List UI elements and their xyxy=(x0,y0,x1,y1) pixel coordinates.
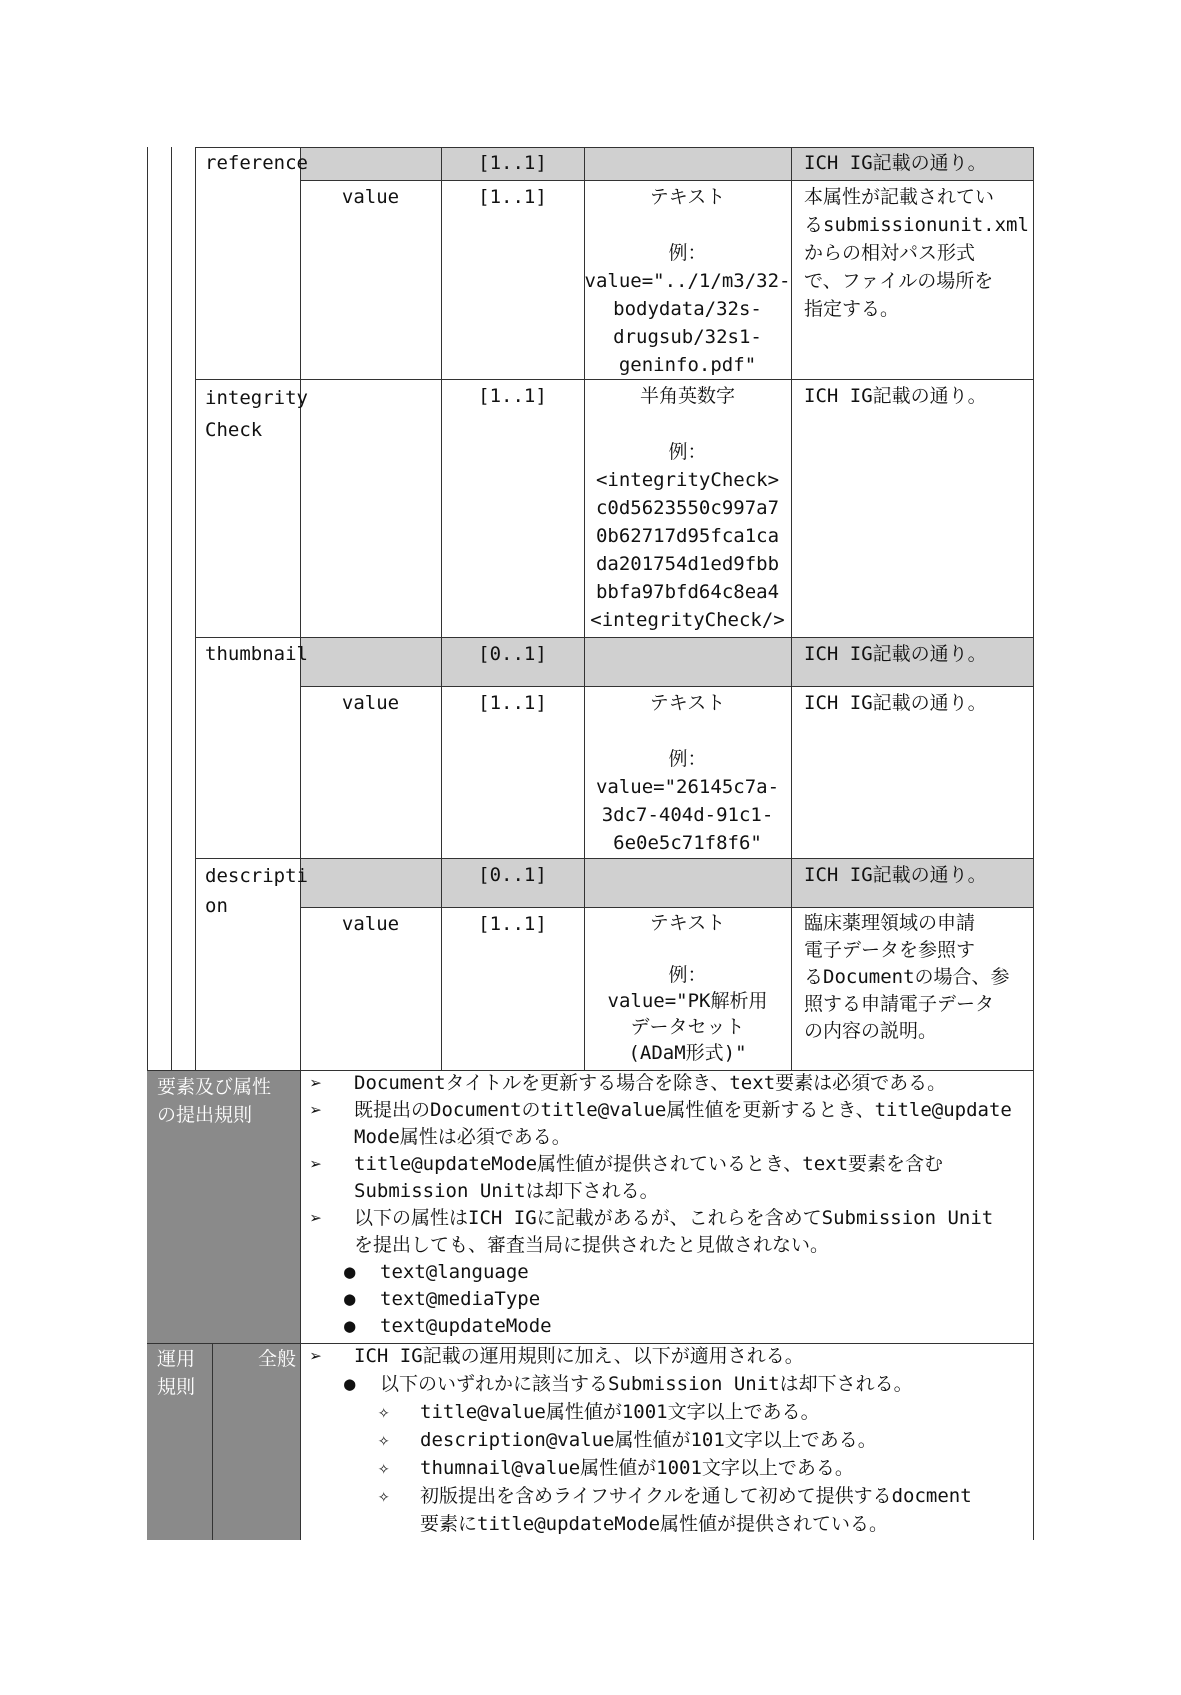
row-line-4 xyxy=(300,686,1033,687)
note-line: の内容の説明。 xyxy=(804,1020,938,1042)
arrow-icon: ➢ xyxy=(310,1071,323,1095)
type-line: 0b62717d95fca1ca xyxy=(595,525,780,547)
reference-value-type xyxy=(584,183,791,379)
left-nest-line-1 xyxy=(147,147,148,1070)
operation-rules-category: 全般 xyxy=(257,1348,296,1370)
op-subitem-line: 初版提出を含めライフサイクルを通して初めて提供するdocment xyxy=(420,1485,972,1507)
op-subitem xyxy=(308,1398,1028,1426)
note-line: からの相対パス形式 xyxy=(804,242,976,264)
op-subitem xyxy=(308,1426,1028,1454)
type-line: bodydata/32s- xyxy=(613,298,762,320)
element-line: integrity xyxy=(205,387,308,409)
rule-line: title@updateMode属性値が提供されているとき、text要素を含む xyxy=(354,1153,944,1175)
rule-line: Mode属性は必須である。 xyxy=(354,1126,571,1148)
type-line: <integrityCheck> xyxy=(595,469,780,491)
attr-bullet xyxy=(308,1313,1028,1340)
thumbnail-value-card: [1..1] xyxy=(478,692,547,714)
type-line: 例： xyxy=(668,964,707,986)
thumbnail-card: [0..1] xyxy=(478,643,547,665)
note-line: 照する申請電子データ xyxy=(804,993,995,1015)
description-card: [0..1] xyxy=(478,864,547,886)
element-line: on xyxy=(205,895,228,917)
diamond-icon: ✧ xyxy=(378,1485,390,1507)
type-line: 6e0e5c71f8f6" xyxy=(613,832,762,854)
note-line: 指定する。 xyxy=(804,298,900,320)
type-line: データセット xyxy=(630,1016,745,1038)
type-line: テキスト xyxy=(649,912,726,934)
thumbnail-value-note: ICH IG記載の通り。 xyxy=(804,692,987,714)
integrity-type xyxy=(584,382,791,634)
rule-line: を提出しても、審査当局に提供されたと見做されない。 xyxy=(354,1234,830,1256)
note-line: るsubmissionunit.xml xyxy=(804,214,1029,236)
type-line: 例： xyxy=(668,242,707,264)
diamond-icon: ✧ xyxy=(378,1457,390,1479)
type-line: テキスト xyxy=(649,692,726,714)
col-line-label xyxy=(300,147,301,1540)
note-line: るDocumentの場合、参 xyxy=(804,966,1010,988)
type-line: 3dc7-404d-91c1- xyxy=(601,804,774,826)
op-bullet-text: 以下のいずれかに該当するSubmission Unitは却下される。 xyxy=(380,1373,913,1395)
left-nest-line-2 xyxy=(171,147,172,1070)
reference-note: ICH IG記載の通り。 xyxy=(804,152,987,174)
diamond-icon: ✧ xyxy=(378,1429,390,1451)
thumbnail-note: ICH IG記載の通り。 xyxy=(804,643,987,665)
type-line: value="PK解析用 xyxy=(607,990,768,1012)
left-nest-line-3 xyxy=(195,147,196,1070)
description-value-attr: value xyxy=(341,913,400,935)
type-line xyxy=(584,717,791,745)
attr-bullet xyxy=(308,1286,1028,1313)
type-line: テキスト xyxy=(649,186,726,208)
type-line: value="26145c7a- xyxy=(595,776,780,798)
arrow-icon: ➢ xyxy=(310,1206,323,1230)
type-line: <integrityCheck/> xyxy=(590,609,785,631)
type-line: da201754d1ed9fbb xyxy=(595,553,780,575)
note-line: 電子データを参照す xyxy=(804,939,976,961)
rule-line: Submission Unitは却下される。 xyxy=(354,1180,659,1202)
op-subitem xyxy=(308,1454,1028,1482)
row-line-1 xyxy=(300,180,1033,181)
type-line: bbfa97bfd64c8ea4 xyxy=(595,581,780,603)
type-line xyxy=(584,410,791,438)
description-element xyxy=(205,861,308,921)
element-line: Check xyxy=(205,419,263,441)
reference-value-card: [1..1] xyxy=(478,186,547,208)
row-line-2 xyxy=(195,379,1033,380)
rule-line: 既提出のDocumentのtitle@value属性値を更新するとき、title@update xyxy=(354,1099,1012,1121)
rule-item xyxy=(308,1151,1028,1205)
op-subitem xyxy=(308,1482,1028,1538)
col-line-note xyxy=(791,147,792,1070)
row-line-6 xyxy=(300,907,1033,908)
thumbnail-value-attr: value xyxy=(341,692,400,714)
integrity-card: [1..1] xyxy=(478,385,547,407)
type-line: geninfo.pdf" xyxy=(618,354,757,376)
attr-bullet-text: text@mediaType xyxy=(380,1288,541,1310)
type-line xyxy=(584,211,791,239)
type-line xyxy=(584,936,791,962)
reference-value-attr: value xyxy=(341,186,400,208)
heading-line: 規則 xyxy=(157,1376,196,1398)
row-line-5 xyxy=(195,858,1033,859)
heading-line: の提出規則 xyxy=(157,1104,253,1126)
op-subitem-line: description@value属性値が101文字以上である。 xyxy=(420,1429,877,1451)
op-subitem-line: thumnail@value属性値が1001文字以上である。 xyxy=(420,1457,854,1479)
row-line-3 xyxy=(195,637,1033,638)
thumbnail-element: thumbnail xyxy=(205,643,308,665)
heading-line: 要素及び属性 xyxy=(157,1076,272,1098)
attr-bullet-text: text@language xyxy=(380,1261,529,1283)
type-line: drugsub/32s1- xyxy=(613,326,762,348)
col-line-right xyxy=(1033,147,1034,1540)
arrow-icon: ➢ xyxy=(310,1344,323,1368)
arrow-icon: ➢ xyxy=(310,1098,323,1122)
op-bullet xyxy=(308,1370,1028,1398)
op-subitem-line: 要素にtitle@updateMode属性値が提供されている。 xyxy=(420,1513,889,1535)
description-value-note xyxy=(804,910,1032,1045)
note-line: 本属性が記載されてい xyxy=(804,186,995,208)
note-line: で、ファイルの場所を xyxy=(804,270,994,292)
attr-bullet-text: text@updateMode xyxy=(380,1315,552,1337)
description-value-type xyxy=(584,910,791,1066)
bullet-icon: ● xyxy=(344,1261,356,1283)
op-subitem-line: title@value属性値が1001文字以上である。 xyxy=(420,1401,820,1423)
element-line: descripti xyxy=(205,865,308,887)
rule-item xyxy=(308,1070,1028,1097)
rule-item xyxy=(308,1097,1028,1151)
op-item xyxy=(308,1342,1028,1370)
integrity-element xyxy=(205,382,308,446)
thumbnail-value-type xyxy=(584,689,791,857)
type-line: (ADaM形式)" xyxy=(628,1042,747,1064)
operation-rules-heading xyxy=(157,1345,195,1401)
description-value-card: [1..1] xyxy=(478,913,547,935)
type-line: 例： xyxy=(668,441,707,463)
type-line: 例： xyxy=(668,748,707,770)
submission-rules-heading xyxy=(157,1073,271,1129)
reference-card: [1..1] xyxy=(478,152,547,174)
attr-bullet xyxy=(308,1259,1028,1286)
reference-element: reference xyxy=(205,152,308,174)
integrity-note: ICH IG記載の通り。 xyxy=(804,385,987,407)
reference-value-note xyxy=(804,183,1032,323)
bullet-icon: ● xyxy=(344,1315,356,1337)
bullet-icon: ● xyxy=(344,1288,356,1310)
rule-line: 以下の属性はICH IGに記載があるが、これらを含めてSubmission Unit xyxy=(354,1207,994,1229)
rule-item xyxy=(308,1205,1028,1259)
rule-line: Documentタイトルを更新する場合を除き、text要素は必須である。 xyxy=(354,1072,947,1094)
operation-rules-list xyxy=(308,1342,1028,1538)
type-line: 半角英数字 xyxy=(639,385,735,407)
type-line: value="../1/m3/32- xyxy=(584,270,791,292)
note-line: 臨床薬理領域の申請 xyxy=(804,912,976,934)
diamond-icon: ✧ xyxy=(378,1401,390,1423)
description-note: ICH IG記載の通り。 xyxy=(804,864,987,886)
type-line: c0d5623550c997a7 xyxy=(595,497,780,519)
submission-rules-list xyxy=(308,1070,1028,1340)
arrow-icon: ➢ xyxy=(310,1152,323,1176)
row-line-top xyxy=(195,147,1033,148)
bullet-icon: ● xyxy=(344,1373,356,1395)
heading-line: 運用 xyxy=(157,1348,196,1370)
op-item-text: ICH IG記載の運用規則に加え、以下が適用される。 xyxy=(354,1345,804,1367)
